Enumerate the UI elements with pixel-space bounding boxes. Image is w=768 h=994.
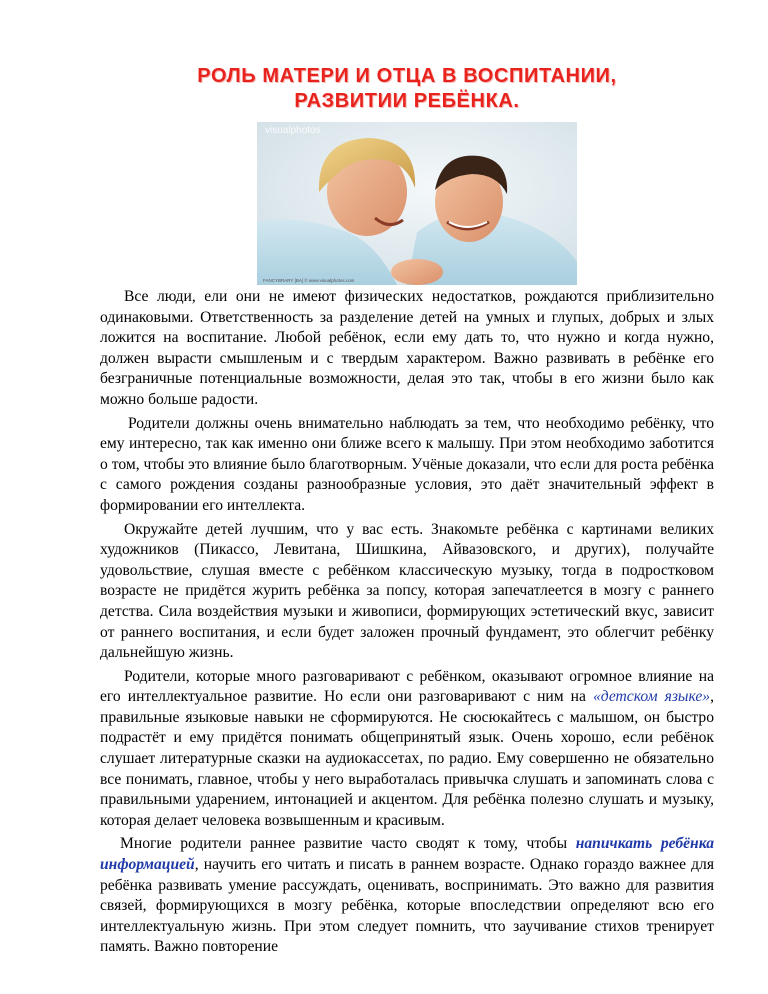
paragraph-4-text-a: Родители, которые много разговаривают с ребёнком, оказывают огромное влияние на его интеллектуальное развитие. Но если они разговаривают с ним на	[100, 667, 714, 706]
title-line-1: РОЛЬ МАТЕРИ И ОТЦА В ВОСПИТАНИИ,	[197, 65, 617, 87]
childish-language-emphasis: «детском языке»	[592, 688, 711, 706]
stuff-with-info-emphasis: напичкать ребёнка информацией	[100, 835, 715, 874]
paragraph-4-text-b: , правильные языковые навыки не сформируются. Не сюсюкайтесь с малышом, он быстро подрастёт и ему придётся понимать общепринятый язык. Очень хорошо, если ребёнок слушает литературные сказки на аудиокассетах, по радио. Ему совершенно не обязательно все понимать, главное, чтобы у него выработалась привычка слушать и запоминать слова с правильными ударением, интонацией и акцентом. Для ребёнка полезно слушать и музыку, которая делает человека возвышенным и красивым.	[100, 688, 714, 829]
paragraph-2: Родители должны очень внимательно наблюдать за тем, что необходимо ребёнку, что ему интересно, так как именно они ближе всего к малышу. При этом необходимо заботится о том, чтобы это влияние было благотворным. Учёные доказали, что если для роста ребёнка с самого рождения созданы разнообразные условия, это даёт значительный эффект в формировании его интеллекта.	[100, 414, 714, 514]
paragraph-5-text-b: , научить его читать и писать в раннем возрасте. Однако гораздо важнее для ребёнка развивать умение рассуждать, оценивать, воспринимать. Это важно для развития связей, формирующихся в мозгу ребёнка, которые впоследствии определяют всю его интеллектуальную жизнь. При этом следует помнить, что заучивание стихов тренирует память. Важно повторение	[100, 856, 714, 956]
document-page	[100, 0, 715, 956]
article-body	[100, 287, 714, 958]
paragraph-5-text-a: Многие родители раннее развитие часто сводят к тому, чтобы	[120, 835, 576, 853]
photo-illustration	[257, 122, 577, 285]
father-son-photo	[257, 122, 577, 285]
paragraph-1: Все люди, ели они не имеют физических недостатков, рождаются приблизительно одинаковыми. Ответственность за разделение детей на умных и глупых, добрых и злых ложится на воспитание. Любой ребёнок, если ему дать то, что нужно и когда нужно, должен вырасти смышленым и с твердым характером. Важно развивать в ребёнке его безграничные потенциальные возможности, делая это так, чтобы в его жизни было как можно больше радости.	[100, 288, 714, 408]
title-line-2: РАЗВИТИИ РЕБЁНКА.	[294, 90, 520, 112]
photo-watermark: visualphotos	[265, 125, 321, 136]
paragraph-4	[100, 667, 714, 832]
photo-caption: FANCYBRARY [BA] © www.visualphotos.com	[263, 278, 355, 283]
paragraph-5	[100, 834, 714, 958]
paragraph-3: Окружайте детей лучшим, что у вас есть. Знакомьте ребёнка с картинами великих художников (Пикассо, Левитана, Шишкина, Айвазовского, и других), получайте удовольствие, слушая вместе с ребёнком классическую музыку, тогда в подростковом возрасте не придётся журить ребёнка за попсу, которая запечатлеется в мозгу с раннего детства. Сила воздействия музыки и живописи, формирующих эстетический вкус, зависит от раннего воспитания, и если будет заложен прочный фундамент, это облегчит ребёнку дальнейшую жизнь.	[100, 520, 714, 662]
document-title	[100, 64, 714, 114]
